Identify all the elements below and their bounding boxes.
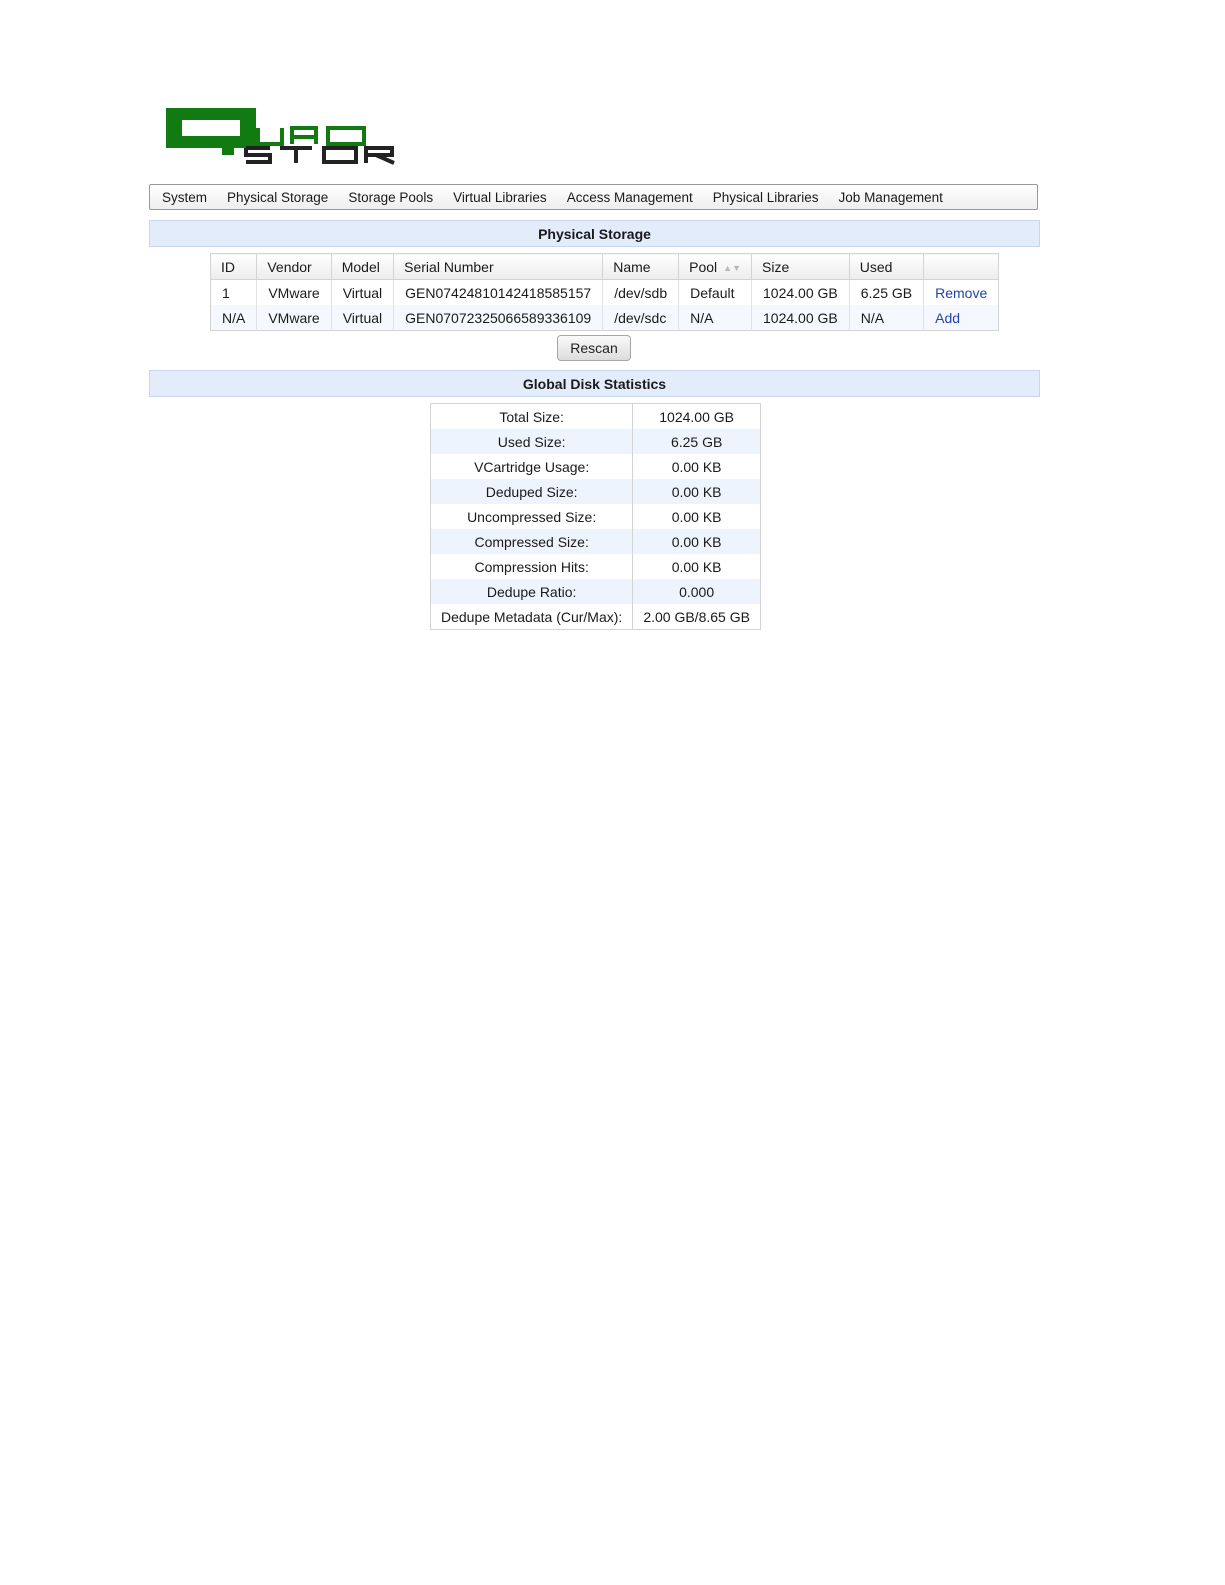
cell-id: 1 [222,284,230,301]
stat-label: Total Size: [431,404,633,430]
stat-label: Uncompressed Size: [431,504,633,529]
cell-name: /dev/sdb [603,280,679,306]
rescan-button[interactable]: Rescan [557,335,631,361]
menu-physical-libraries[interactable]: Physical Libraries [712,189,819,205]
cell-pool: N/A [679,305,752,331]
cell-pool: Default [679,280,752,306]
table-row [211,280,999,306]
physical-storage-table [210,253,999,331]
col-pool[interactable] [679,254,752,280]
global-disk-statistics-table [430,403,761,630]
col-size[interactable]: Size [752,254,850,280]
stat-label: Dedupe Ratio: [431,579,633,604]
cell-size: 1024.00 GB [752,280,850,306]
stat-label: Used Size: [431,429,633,454]
stat-value: 0.00 KB [633,479,761,504]
stat-value: 0.00 KB [671,458,722,475]
stat-row [431,579,761,604]
col-used[interactable]: Used [849,254,923,280]
cell-id: N/A [211,305,257,331]
stat-row [431,454,761,479]
stat-value: 0.000 [633,579,761,604]
cell-model: Virtual [331,280,393,306]
stat-value: 6.25 GB [633,429,761,454]
menu-storage-pools[interactable]: Storage Pools [348,189,434,205]
stat-row [431,404,761,430]
stat-label: Dedupe Metadata (Cur/Max): [431,604,633,630]
col-model[interactable]: Model [331,254,393,280]
cell-vendor: VMware [257,280,331,306]
cell-model: Virtual [331,305,393,331]
col-serial-number[interactable]: Serial Number [394,254,603,280]
stat-row [431,504,761,529]
cell-action [924,305,999,331]
global-disk-statistics-header: Global Disk Statistics [149,370,1040,397]
stat-value: 0.00 KB [633,529,761,554]
sort-icon[interactable]: ▲▼ [723,262,741,273]
menu-virtual-libraries[interactable]: Virtual Libraries [453,189,547,205]
menu-system[interactable]: System [162,189,208,205]
cell-used: 6.25 GB [849,280,923,306]
stat-row [431,604,761,630]
remove-link[interactable]: Remove [935,284,988,301]
stat-label: Deduped Size: [431,479,633,504]
stat-row [431,479,761,504]
stat-label: Compressed Size: [431,529,633,554]
menu-job-management[interactable]: Job Management [838,189,943,205]
table-header-row [211,254,999,280]
stat-label: Compression Hits: [431,554,633,579]
stat-row [431,529,761,554]
menu-access-management[interactable]: Access Management [566,189,693,205]
cell-size: 1024.00 GB [752,305,850,331]
physical-storage-header: Physical Storage [149,220,1040,247]
main-menu-bar [149,184,1038,210]
stat-value: 0.00 KB [671,558,722,575]
cell-vendor: VMware [257,305,331,331]
cell-serial: GEN07424810142418585157 [394,280,603,306]
cell-name: /dev/sdc [603,305,679,331]
menu-physical-storage[interactable]: Physical Storage [227,189,329,205]
stat-value: 0.00 KB [671,508,722,525]
stat-value: 2.00 GB/8.65 GB [643,608,750,625]
col-action [924,254,999,280]
stat-row [431,429,761,454]
quadstor-logo [166,108,398,166]
table-row [211,305,999,331]
col-vendor[interactable]: Vendor [257,254,331,280]
stat-value: 1024.00 GB [659,408,734,425]
stat-row [431,554,761,579]
cell-serial: GEN07072325066589336109 [394,305,603,331]
add-link[interactable]: Add [935,309,961,326]
col-pool-label: Pool [689,258,718,275]
cell-action [924,280,999,306]
col-id[interactable]: ID [211,254,257,280]
cell-used: N/A [849,305,923,331]
stat-label: VCartridge Usage: [431,454,633,479]
col-name[interactable]: Name [603,254,679,280]
